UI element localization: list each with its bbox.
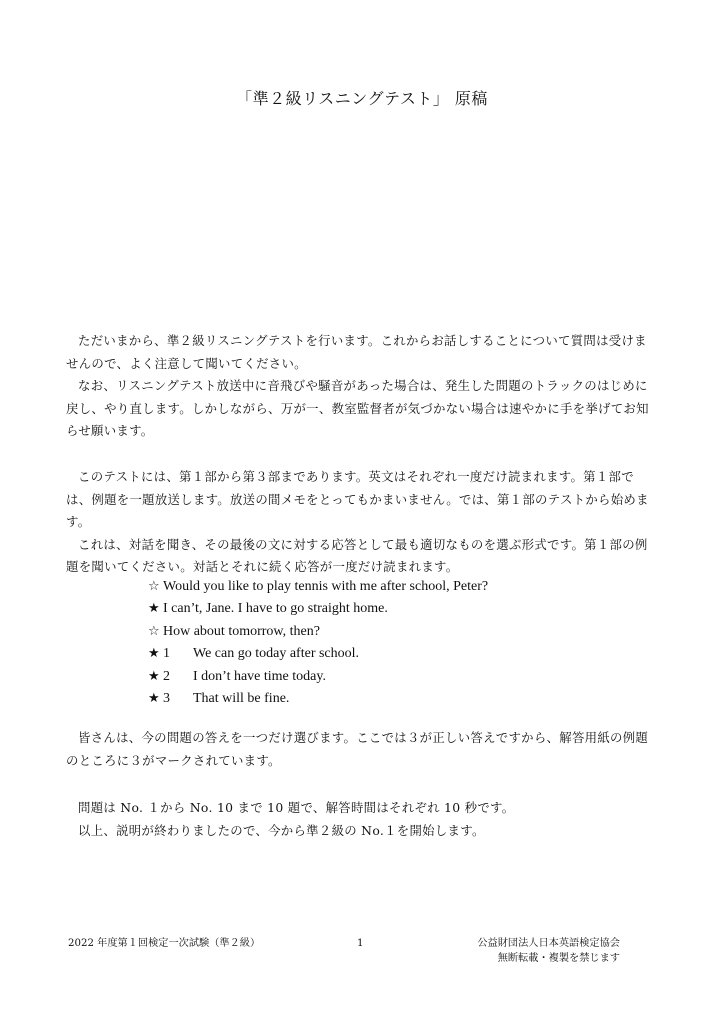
dialogue-line — [148, 598, 488, 620]
choice-line — [148, 666, 488, 688]
footer-organization — [464, 936, 620, 966]
page-title: 「準２級リスニングテスト」 原稿 — [236, 89, 488, 108]
intro-paragraph: なお、リスニングテスト放送中に音飛びや騒音があった場合は、発生した問題のトラックのはじめに戻し、やり直します。しかしながら、万が一、教室監督者が気づかない場合は速やかに手を挙げてお知らせ願います。 — [66, 378, 649, 438]
closing-paragraph: 以上、説明が終わりましたので、今から準２級の No.１を開始します。 — [78, 822, 485, 838]
black-star-icon: ★ — [148, 646, 160, 662]
choice-line — [148, 643, 488, 665]
choice-text: We can go today after school. — [193, 646, 360, 662]
white-star-icon: ☆ — [148, 623, 160, 639]
dialogue-line — [148, 621, 488, 643]
dialogue-line — [148, 576, 488, 598]
footer-exam-label: 2022 年度第１回検定一次試験（準２級） — [68, 938, 261, 949]
explain-section — [66, 727, 658, 772]
page-number: 1 — [357, 938, 364, 949]
black-star-icon: ★ — [148, 691, 160, 707]
intro-section — [66, 330, 658, 443]
copyright-notice: 無断転載・複製を禁じます — [497, 953, 620, 964]
intro-paragraph: ただいまから、準２級リスニングテストを行います。これからお話しすることについて質問は受けませんので、よく注意して聞いてください。 — [66, 333, 647, 371]
choice-number: 1 — [163, 646, 170, 662]
closing-section — [66, 797, 658, 842]
dialogue-text: Would you like to play tennis with me after school, Peter? — [163, 579, 489, 594]
choice-line — [148, 688, 488, 710]
organization-name: 公益財団法人日本英語検定協会 — [477, 938, 620, 949]
parts-paragraph: このテストには、第１部から第３部まであります。英文はそれぞれ一度だけ読まれます。第１部では、例題を一題放送します。放送の間メモをとってもかまいません。では、第１部のテストから始めます。 — [66, 469, 649, 529]
choice-number: 2 — [163, 668, 170, 684]
parts-paragraph: これは、対話を聞き、その最後の文に対する応答として最も適切なものを選ぶ形式です。第１部の例題を聞いてください。対話とそれに続く応答が一度だけ読まれます。 — [66, 536, 648, 574]
choice-number: 3 — [163, 691, 170, 707]
example-dialogue — [148, 576, 488, 710]
parts-section — [66, 466, 658, 579]
black-star-icon: ★ — [148, 668, 160, 684]
closing-paragraph: 問題は No. １から No. 10 まで 10 題で、解答時間はそれぞれ 10 秒です。 — [78, 800, 515, 815]
explain-paragraph: 皆さんは、今の問題の答えを一つだけ選びます。ここでは３が正しい答えですから、解答用紙の例題のところに３がマークされています。 — [66, 730, 649, 768]
black-star-icon: ★ — [148, 601, 160, 617]
white-star-icon: ☆ — [148, 579, 160, 594]
choice-text: I don’t have time today. — [193, 668, 326, 684]
dialogue-text: How about tomorrow, then? — [163, 623, 320, 639]
dialogue-text: I can’t, Jane. I have to go straight home. — [163, 601, 388, 617]
choice-text: That will be fine. — [193, 691, 290, 707]
